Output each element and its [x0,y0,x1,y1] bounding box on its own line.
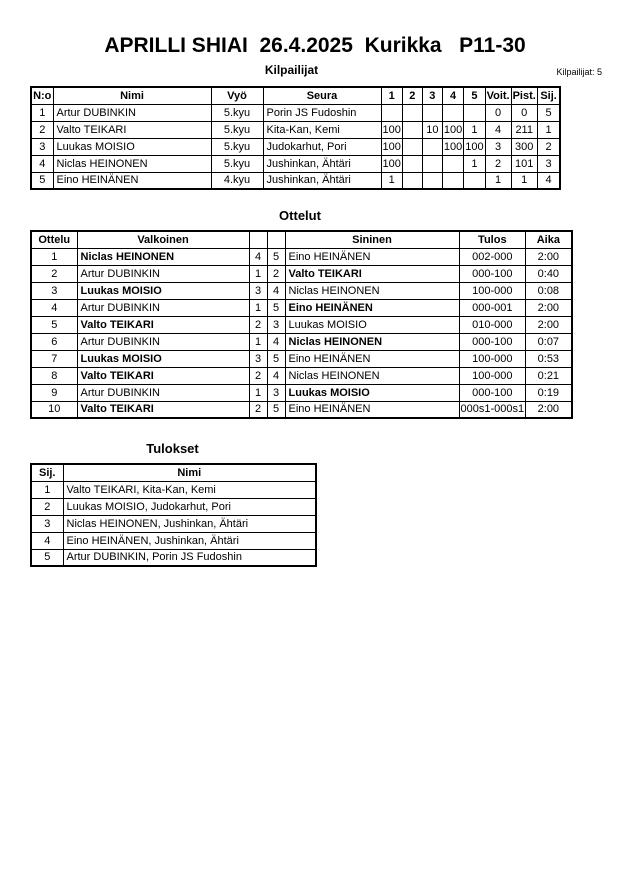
match-points-5: 1 [464,121,485,138]
match-result: 000-100 [459,333,526,350]
points: 101 [511,155,537,172]
match-row [31,350,572,367]
match-points-2 [402,172,422,189]
match-points-3 [422,104,442,121]
col-header-wins: Voit. [485,87,511,104]
blue-number: 2 [267,265,285,282]
white-competitor: Valto TEIKARI [77,401,249,418]
blue-competitor: Luukas MOISIO [285,384,459,401]
competitor-belt: 5.kyu [211,138,263,155]
competitor-row [31,104,560,121]
ottelut-heading: Ottelut [279,208,321,223]
blue-competitor: Niclas HEINONEN [285,282,459,299]
competitor-number: 1 [31,104,53,121]
match-time: 2:00 [526,401,572,418]
match-points-5: 100 [464,138,485,155]
match-points-3: 10 [422,121,442,138]
match-number: 9 [31,384,77,401]
points: 211 [511,121,537,138]
match-time: 0:53 [526,350,572,367]
blue-competitor: Eino HEINÄNEN [285,350,459,367]
final-placement-row [31,532,316,549]
blue-competitor: Valto TEIKARI [285,265,459,282]
match-result: 000-001 [459,299,526,316]
match-row [31,367,572,384]
competitor-row [31,172,560,189]
white-competitor: Artur DUBINKIN [77,333,249,350]
final-name-club: Eino HEINÄNEN, Jushinkan, Ähtäri [63,532,316,549]
points: 1 [511,172,537,189]
match-points-5: 1 [464,155,485,172]
competitor-number: 2 [31,121,53,138]
match-points-3 [422,172,442,189]
col-header-white-no [249,231,267,248]
final-placement-row [31,515,316,532]
match-points-1: 100 [381,155,402,172]
blue-competitor: Niclas HEINONEN [285,333,459,350]
competitor-name: Luukas MOISIO [53,138,211,155]
match-result: 010-000 [459,316,526,333]
match-row [31,316,572,333]
col-header-points: Pist. [511,87,537,104]
blue-competitor: Luukas MOISIO [285,316,459,333]
competitor-row [31,121,560,138]
col-header-place: Sij. [31,464,63,481]
final-placement-row [31,498,316,515]
col-header-result: Tulos [459,231,526,248]
match-row [31,299,572,316]
match-points-2 [402,121,422,138]
competitor-name: Niclas HEINONEN [53,155,211,172]
final-place: 3 [31,515,63,532]
page-title: APRILLI SHIAI 26.4.2025 Kurikka P11-30 [104,34,526,57]
col-header-name: Nimi [53,87,211,104]
ottelut-header-row [31,231,572,248]
white-number: 1 [249,333,267,350]
competitor-club: Porin JS Fudoshin [263,104,381,121]
white-competitor: Artur DUBINKIN [77,384,249,401]
col-header-blue-no [267,231,285,248]
col-header-belt: Vyö [211,87,263,104]
col-header-m4: 4 [442,87,463,104]
col-header-place: Sij. [537,87,560,104]
match-points-1: 1 [381,172,402,189]
match-number: 8 [31,367,77,384]
white-competitor: Luukas MOISIO [77,350,249,367]
competitor-club: Judokarhut, Pori [263,138,381,155]
points: 300 [511,138,537,155]
col-header-m5: 5 [464,87,485,104]
white-competitor: Luukas MOISIO [77,282,249,299]
competitor-belt: 5.kyu [211,104,263,121]
blue-number: 5 [267,401,285,418]
match-points-4 [442,172,463,189]
blue-number: 4 [267,282,285,299]
match-row [31,401,572,418]
match-result: 002-000 [459,248,526,265]
col-header-m1: 1 [381,87,402,104]
match-points-3 [422,138,442,155]
wins: 3 [485,138,511,155]
competitor-name: Valto TEIKARI [53,121,211,138]
match-time: 2:00 [526,248,572,265]
white-number: 1 [249,384,267,401]
match-row [31,265,572,282]
match-result: 100-000 [459,367,526,384]
match-number: 10 [31,401,77,418]
col-header-m3: 3 [422,87,442,104]
competitor-name: Eino HEINÄNEN [53,172,211,189]
blue-number: 4 [267,333,285,350]
white-number: 2 [249,316,267,333]
placement: 3 [537,155,560,172]
blue-number: 4 [267,367,285,384]
competitor-club: Kita-Kan, Kemi [263,121,381,138]
points: 0 [511,104,537,121]
blue-number: 3 [267,384,285,401]
match-row [31,282,572,299]
placement: 1 [537,121,560,138]
final-placement-row [31,481,316,498]
match-points-4 [442,155,463,172]
final-name-club: Valto TEIKARI, Kita-Kan, Kemi [63,481,316,498]
white-number: 4 [249,248,267,265]
tulokset-heading: Tulokset [146,441,199,456]
wins: 1 [485,172,511,189]
match-number: 6 [31,333,77,350]
blue-number: 5 [267,350,285,367]
match-time: 0:40 [526,265,572,282]
final-name-club: Artur DUBINKIN, Porin JS Fudoshin [63,549,316,566]
final-name-club: Luukas MOISIO, Judokarhut, Pori [63,498,316,515]
competitor-belt: 5.kyu [211,155,263,172]
match-row [31,333,572,350]
match-time: 0:21 [526,367,572,384]
blue-number: 5 [267,299,285,316]
match-points-1: 100 [381,121,402,138]
tulokset-header-row [31,464,316,481]
competitor-number: 3 [31,138,53,155]
ottelut-table [30,230,573,419]
competitor-club: Jushinkan, Ähtäri [263,155,381,172]
match-points-2 [402,138,422,155]
white-competitor: Niclas HEINONEN [77,248,249,265]
final-place: 2 [31,498,63,515]
white-competitor: Valto TEIKARI [77,367,249,384]
white-number: 3 [249,350,267,367]
white-number: 3 [249,282,267,299]
placement: 4 [537,172,560,189]
blue-number: 3 [267,316,285,333]
white-number: 1 [249,265,267,282]
match-points-4 [442,104,463,121]
final-name-club: Niclas HEINONEN, Jushinkan, Ähtäri [63,515,316,532]
match-points-5 [464,172,485,189]
white-competitor: Artur DUBINKIN [77,265,249,282]
blue-competitor: Niclas HEINONEN [285,367,459,384]
blue-competitor: Eino HEINÄNEN [285,248,459,265]
match-points-2 [402,104,422,121]
match-result: 000-100 [459,265,526,282]
col-header-match: Ottelu [31,231,77,248]
competitor-club: Jushinkan, Ähtäri [263,172,381,189]
match-result: 100-000 [459,282,526,299]
match-points-1 [381,104,402,121]
white-number: 1 [249,299,267,316]
wins: 0 [485,104,511,121]
final-place: 4 [31,532,63,549]
subheader [0,63,630,79]
white-number: 2 [249,367,267,384]
kilpailijat-heading: Kilpailijat [264,63,319,77]
white-competitor: Valto TEIKARI [77,316,249,333]
blue-competitor: Eino HEINÄNEN [285,299,459,316]
match-number: 3 [31,282,77,299]
match-time: 2:00 [526,299,572,316]
match-row [31,248,572,265]
match-number: 7 [31,350,77,367]
match-number: 2 [31,265,77,282]
kilpailijat-header-row [31,87,560,104]
match-points-2 [402,155,422,172]
col-header-no: N:o [31,87,53,104]
col-header-club: Seura [263,87,381,104]
match-time: 2:00 [526,316,572,333]
match-time: 0:08 [526,282,572,299]
placement: 2 [537,138,560,155]
final-place: 5 [31,549,63,566]
col-header-time: Aika [526,231,572,248]
match-time: 0:07 [526,333,572,350]
match-number: 4 [31,299,77,316]
competitor-name: Artur DUBINKIN [53,104,211,121]
col-header-name: Nimi [63,464,316,481]
match-points-1: 100 [381,138,402,155]
competitor-number: 5 [31,172,53,189]
kilpailijat-table [30,86,561,190]
final-placement-row [31,549,316,566]
competitor-belt: 4.kyu [211,172,263,189]
final-place: 1 [31,481,63,498]
match-row [31,384,572,401]
competitor-number: 4 [31,155,53,172]
wins: 4 [485,121,511,138]
match-points-5 [464,104,485,121]
match-points-3 [422,155,442,172]
competitors-count: Kilpailijat: 5 [556,67,602,77]
competitor-row [31,155,560,172]
tulokset-table [30,463,317,567]
white-competitor: Artur DUBINKIN [77,299,249,316]
blue-number: 5 [267,248,285,265]
competitor-belt: 5.kyu [211,121,263,138]
match-time: 0:19 [526,384,572,401]
match-result: 100-000 [459,350,526,367]
match-points-4: 100 [442,121,463,138]
wins: 2 [485,155,511,172]
col-header-blue: Sininen [285,231,459,248]
col-header-white: Valkoinen [77,231,249,248]
placement: 5 [537,104,560,121]
match-result: 000-100 [459,384,526,401]
col-header-m2: 2 [402,87,422,104]
match-result: 000s1-000s1 [459,401,526,418]
white-number: 2 [249,401,267,418]
competitor-row [31,138,560,155]
match-number: 5 [31,316,77,333]
match-number: 1 [31,248,77,265]
match-points-4: 100 [442,138,463,155]
blue-competitor: Eino HEINÄNEN [285,401,459,418]
